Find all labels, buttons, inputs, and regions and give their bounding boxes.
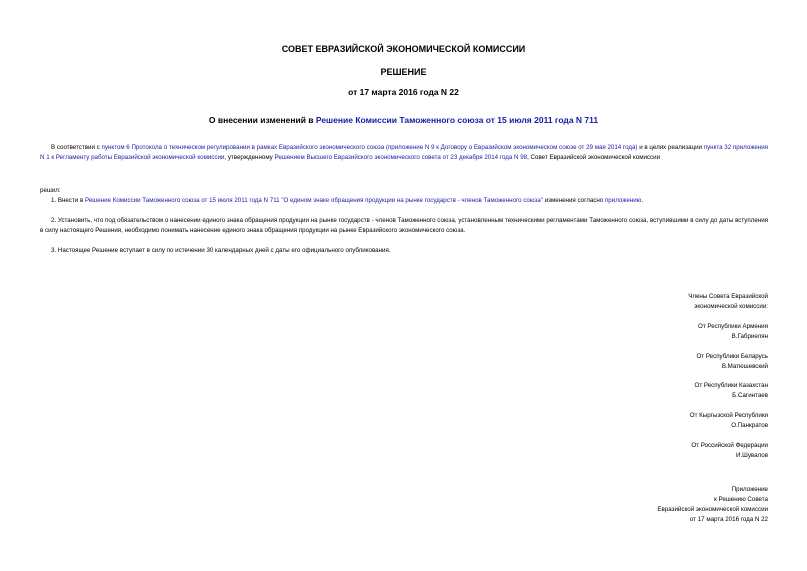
signature-name: В.Матюшевский xyxy=(721,363,768,370)
intro-paragraph xyxy=(40,143,768,163)
signature-country: От Республики Беларусь xyxy=(696,353,768,360)
organization-heading: СОВЕТ ЕВРАЗИЙСКОЙ ЭКОНОМИЧЕСКОЙ КОМИССИИ xyxy=(281,44,526,54)
signature-name: В.Габриелян xyxy=(731,333,768,340)
document-title xyxy=(0,115,807,125)
signature-name: И.Шувалов xyxy=(736,452,768,459)
signatures-heading xyxy=(468,292,768,312)
appendix-line-3: Евразийской экономической комиссии xyxy=(657,506,768,513)
item-3-paragraph: 3. Настоящее Решение вступает в силу по истечении 30 календарных дней с даты его официального опубликования. xyxy=(51,247,391,254)
signatures-heading-line-2: экономической комиссии: xyxy=(694,303,768,310)
item-1-text-3: . xyxy=(641,197,644,204)
appendix-line-1: Приложение xyxy=(731,486,768,493)
intro-text-3: , утвержденному xyxy=(224,154,275,161)
intro-text-2: и в целях реализации xyxy=(637,144,704,151)
signature-country: От Республики Казахстан xyxy=(694,382,768,389)
signature-block xyxy=(468,441,768,461)
signature-country: От Республики Армения xyxy=(698,323,768,330)
title-prefix: О внесении изменений в xyxy=(208,115,316,125)
item-2-paragraph: 2. Установить, что под обязательством о нанесении единого знака обращения продукции на рынке государств - членов Таможенного союза, установленным техническими регламентами Таможенного союза, вступившими в силу до даты вступления в силу настоящего Решения, необходимо понимать нанесение единого знака обращения продукции на рынке Евразийского экономического союза. xyxy=(40,217,768,234)
appendix-line-2: к Решению Совета xyxy=(714,496,768,503)
appendix-line-4: от 17 марта 2016 года N 22 xyxy=(689,516,768,523)
item-1-text-2: изменения согласно xyxy=(542,197,605,204)
item-1-link-decision[interactable]: Решение Комиссии Таможенного союза от 15 июля 2011 года N 711 "О едином знаке обращения продукции на рынке государств - членов Таможенного союза" xyxy=(84,197,543,204)
document-date-number: от 17 марта 2016 года N 22 xyxy=(348,87,459,97)
signature-country: От Кыргызской Республики xyxy=(689,412,768,419)
intro-text-4: , Совет Евразийской экономической комиссии xyxy=(527,154,661,161)
intro-link-decision[interactable]: Решением Высшего Евразийского экономического совета от 23 декабря 2014 года N 98 xyxy=(274,154,528,161)
signature-block xyxy=(468,411,768,431)
signature-block xyxy=(468,322,768,342)
item-1-link-appendix[interactable]: приложению xyxy=(604,197,642,204)
appendix-header xyxy=(468,485,768,525)
resolved-label: решил: xyxy=(40,187,61,194)
intro-link-protocol[interactable]: пунктом 6 Протокола о техническом регулировании в рамках Евразийского экономического союза (приложение N 9 к Договору о Евразийском экономическом союзе от 29 мая 2014 года) xyxy=(101,144,638,151)
intro-text-1: В соответствии с xyxy=(51,144,102,151)
title-link[interactable]: Решение Комиссии Таможенного союза от 15 июля 2011 года N 711 xyxy=(315,115,599,125)
document-type-heading: РЕШЕНИЕ xyxy=(380,67,427,77)
signature-name: О.Панкратов xyxy=(731,422,768,429)
signature-block xyxy=(468,352,768,372)
signature-name: Б.Сагинтаев xyxy=(732,392,768,399)
intro-link-regulation[interactable]: пункта 32 приложения N 1 к Регламенту работы Евразийской экономической комиссии xyxy=(40,144,769,161)
item-1-paragraph xyxy=(40,196,768,206)
signatures-heading-line-1: Члены Совета Евразийской xyxy=(688,293,768,300)
signature-country: От Российской Федерации xyxy=(691,442,768,449)
item-1-text-1: 1. Внести в xyxy=(51,197,85,204)
signature-block xyxy=(468,381,768,401)
